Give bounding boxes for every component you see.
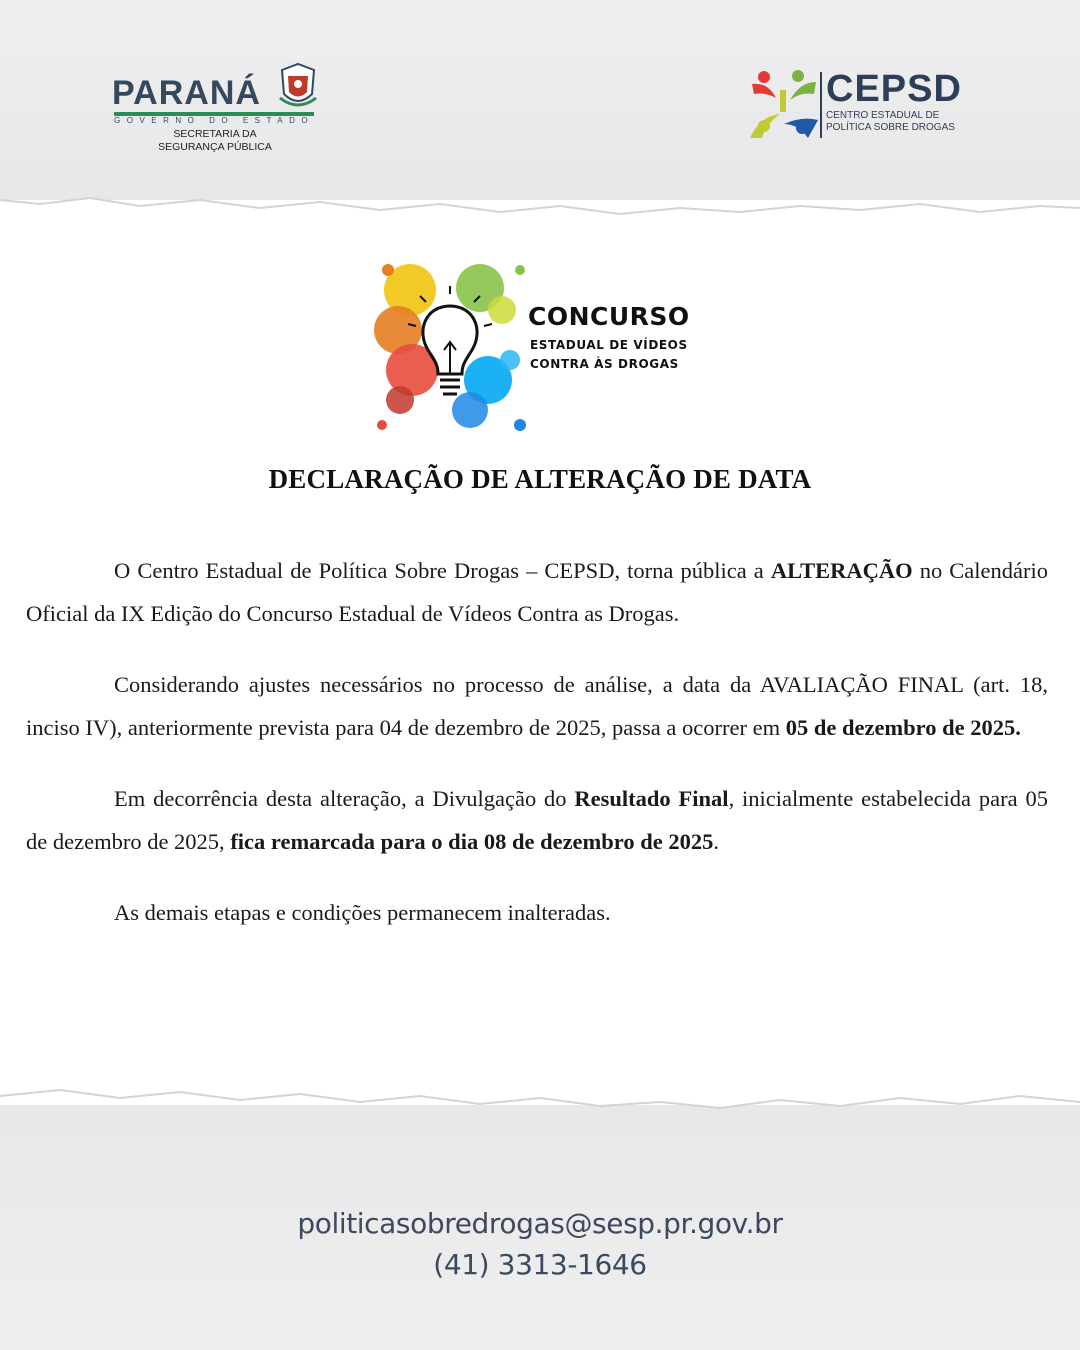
concurso-subtitle-line-1: ESTADUAL DE VÍDEOS (530, 338, 688, 352)
document-title: DECLARAÇÃO DE ALTERAÇÃO DE DATA (268, 464, 812, 494)
department-line-1: SECRETARIA DA (173, 128, 257, 140)
paragraph-closing: As demais etapas e condições permanecem inalteradas. (114, 900, 611, 925)
concurso-subtitle (530, 336, 730, 374)
cepsd-logo (750, 68, 980, 143)
torn-edge-top (0, 188, 1080, 228)
paragraph-resultado-final (26, 778, 1048, 863)
cepsd-divider (820, 72, 822, 138)
contact-info (0, 1203, 1080, 1285)
p2-bold-new-date: 05 de dezembro de 2025. (785, 714, 1021, 740)
lightbulb-icon (370, 250, 530, 445)
cepsd-acronym: CEPSD (826, 68, 962, 110)
p2-text-a: Considerando ajustes necessários no processo de análise, a data da AVALIAÇÃO FINAL (art. 18, inciso IV), anteriormente prevista para 04 de dezembro de 2025, passa a ocorrer em (26, 672, 1048, 740)
parana-wordmark: PARANÁ (112, 74, 261, 112)
concurso-logo (370, 250, 720, 440)
people-figures-icon (750, 68, 818, 145)
contact-phone[interactable]: (41) 3313-1646 (433, 1248, 647, 1281)
document-body (26, 550, 1048, 935)
contact-email[interactable]: politicasobredrogas@sesp.pr.gov.br (297, 1207, 783, 1240)
p1-text-c: no Calendário Oficial da IX Edição do Concurso Estadual de Vídeos Contra as Drogas. (26, 558, 1048, 626)
paragraph-avaliacao-final (26, 664, 1048, 749)
p1-text-a: O Centro Estadual de Política Sobre Drogas – CEPSD, torna pública a (114, 558, 771, 583)
torn-edge-bottom (0, 1080, 1080, 1120)
parana-coat-of-arms-icon (278, 62, 318, 115)
cepsd-subtitle-line-1: CENTRO ESTADUAL DE (826, 110, 940, 121)
p3-text-a: Em decorrência desta alteração, a Divulgação do (114, 786, 575, 811)
p3-text-c: , inicialmente estabelecida para 05 de dezembro de 2025, (26, 786, 1048, 854)
cepsd-subtitle (826, 110, 968, 134)
p3-bold-resultado: Resultado Final (574, 786, 729, 811)
parana-subtitle: GOVERNO DO ESTADO (114, 116, 315, 125)
concurso-subtitle-line-2: CONTRA ÀS DROGAS (530, 357, 679, 371)
p1-bold-alteracao: ALTERAÇÃO (770, 558, 913, 583)
parana-department (140, 128, 290, 154)
cepsd-subtitle-line-2: POLÍTICA SOBRE DROGAS (826, 122, 955, 133)
p3-bold-new-date: fica remarcada para o dia 08 de dezembro de 2025 (230, 828, 714, 854)
parana-government-logo (112, 60, 324, 160)
department-line-2: SEGURANÇA PÚBLICA (158, 141, 272, 153)
concurso-title: CONCURSO (528, 302, 690, 331)
p3-text-e: . (713, 828, 720, 854)
paragraph-announcement (26, 550, 1048, 635)
